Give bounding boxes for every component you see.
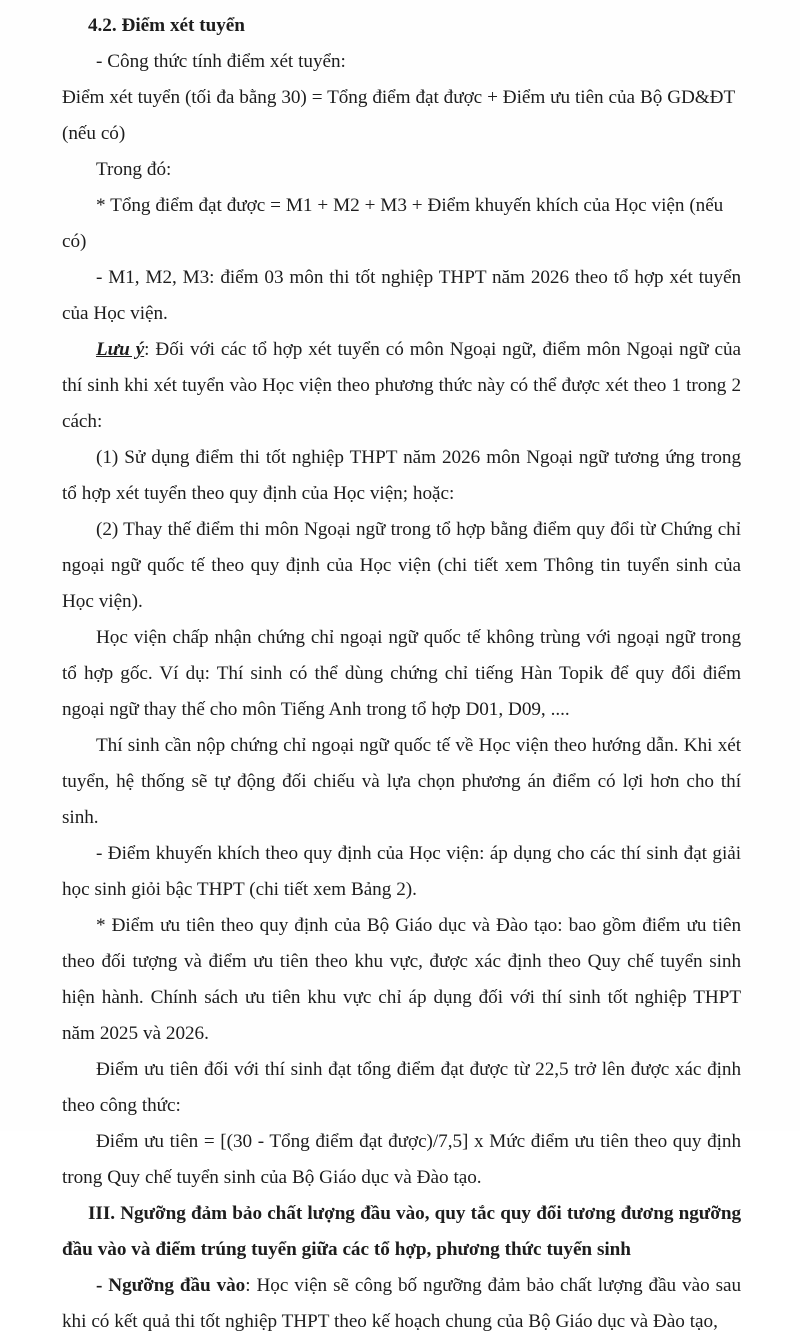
priority-score-paragraph: * Điểm ưu tiên theo quy định của Bộ Giáo dục và Đào tạo: bao gồm điểm ưu tiên theo đối tượng và điểm ưu tiên theo khu vực, được xác định theo Quy chế tuyển sinh hiện hành. Chính sách ưu tiên khu vực chỉ áp dụng đối với thí sinh tốt nghiệp THPT năm 2025 và 2026. bbox=[62, 915, 741, 1044]
note-paragraph bbox=[62, 332, 741, 440]
input-threshold-body: : Học viện sẽ công bố ngưỡng đảm bảo chất lượng đầu vào sau khi có kết quả thi tốt nghiệp THPT theo kế hoạch chung của Bộ Giáo dục và Đào tạo, bbox=[62, 1275, 742, 1332]
certificate-acceptance-paragraph: Học viện chấp nhận chứng chỉ ngoại ngữ quốc tế không trùng với ngoại ngữ trong tổ hợp gốc. Ví dụ: Thí sinh có thể dùng chứng chỉ tiếng Hàn Topik để quy đổi điểm ngoại ngữ thay thế cho môn Tiếng Anh trong tổ hợp D01, D09, .... bbox=[62, 627, 741, 720]
priority-threshold-paragraph: Điểm ưu tiên đối với thí sinh đạt tổng điểm đạt được từ 22,5 trở lên được xác định theo công thức: bbox=[62, 1059, 741, 1116]
subjects-line: - M1, M2, M3: điểm 03 môn thi tốt nghiệp THPT năm 2026 theo tổ hợp xét tuyển của Học viện. bbox=[62, 267, 741, 324]
admission-score-formula: Điểm xét tuyển (tối đa bằng 30) = Tổng điểm đạt được + Điểm ưu tiên của Bộ GD&ĐT (nếu có) bbox=[62, 87, 735, 144]
total-score-line: * Tổng điểm đạt được = M1 + M2 + M3 + Điểm khuyến khích của Học viện (nếu có) bbox=[62, 195, 724, 252]
where-label: Trong đó: bbox=[96, 159, 172, 180]
note-label: Lưu ý bbox=[96, 339, 145, 360]
option-2-paragraph: (2) Thay thế điểm thi môn Ngoại ngữ trong tổ hợp bằng điểm quy đổi từ Chứng chỉ ngoại ngữ quốc tế theo quy định của Học viện (chi tiết xem Thông tin tuyển sinh của Học viện). bbox=[62, 519, 741, 612]
option-1-paragraph: (1) Sử dụng điểm thi tốt nghiệp THPT năm 2026 môn Ngoại ngữ tương ứng trong tổ hợp xét tuyển theo quy định của Học viện; hoặc: bbox=[62, 447, 741, 504]
priority-formula-paragraph: Điểm ưu tiên = [(30 - Tổng điểm đạt được)/7,5] x Mức điểm ưu tiên theo quy định trong Quy chế tuyển sinh của Bộ Giáo dục và Đào tạo. bbox=[62, 1131, 741, 1188]
input-threshold-label: - Ngưỡng đầu vào bbox=[96, 1275, 246, 1296]
bonus-score-paragraph: - Điểm khuyến khích theo quy định của Học viện: áp dụng cho các thí sinh đạt giải học sinh giỏi bậc THPT (chi tiết xem Bảng 2). bbox=[62, 843, 741, 900]
certificate-submission-paragraph: Thí sinh cần nộp chứng chỉ ngoại ngữ quốc tế về Học viện theo hướng dẫn. Khi xét tuyển, hệ thống sẽ tự động đối chiếu và lựa chọn phương án điểm có lợi hơn cho thí sinh. bbox=[62, 735, 741, 828]
section-heading-III: III. Ngưỡng đảm bảo chất lượng đầu vào, quy tắc quy đổi tương đương ngưỡng đầu vào và điểm trúng tuyển giữa các tổ hợp, phương thức tuyển sinh bbox=[62, 1203, 741, 1260]
page-content bbox=[62, 8, 741, 1340]
section-heading-4-2: 4.2. Điểm xét tuyển bbox=[88, 15, 245, 36]
formula-intro-line: - Công thức tính điểm xét tuyển: bbox=[96, 51, 346, 72]
input-threshold-paragraph bbox=[62, 1268, 741, 1340]
note-body: : Đối với các tổ hợp xét tuyển có môn Ngoại ngữ, điểm môn Ngoại ngữ của thí sinh khi xét tuyển vào Học viện theo phương thức này có thể được xét theo 1 trong 2 cách: bbox=[62, 339, 741, 432]
